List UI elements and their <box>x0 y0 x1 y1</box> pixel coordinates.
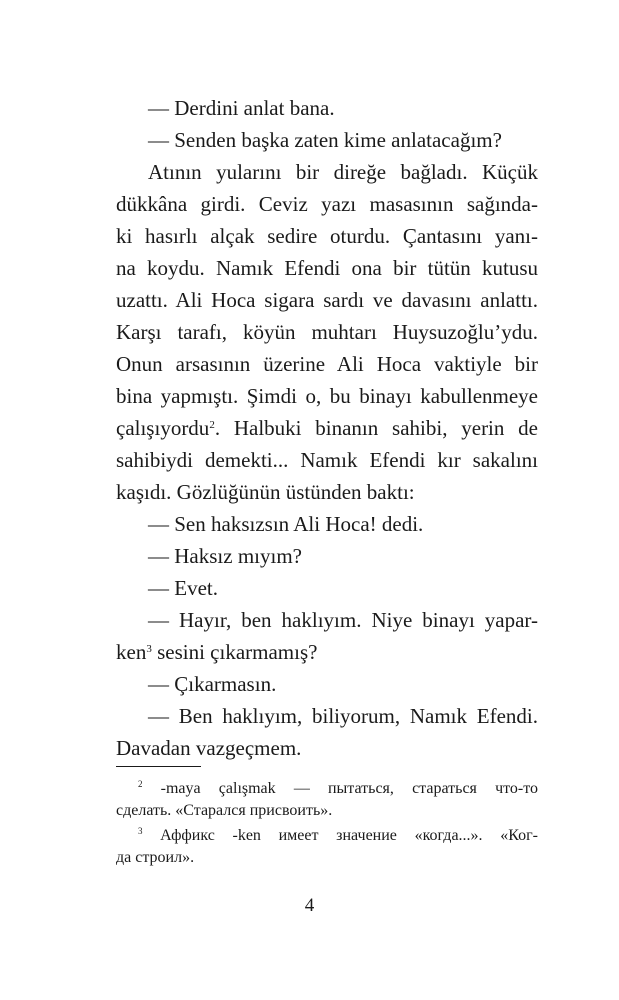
paragraph-line <box>116 413 538 443</box>
paragraph-line <box>116 637 317 667</box>
line-text: sesini çıkarmamış? <box>151 640 318 664</box>
dialogue-line: — Haksız mıyım? <box>148 544 302 568</box>
dialogue-line: — Ben haklıyım, biliyorum, Namık Efendi. <box>148 704 538 728</box>
footnote-3-cont: да строил». <box>116 849 195 866</box>
footnote-ref-2: 2 <box>209 419 215 431</box>
footnote-text: -maya çalışmak — пытаться, стараться что-то <box>142 780 538 797</box>
paragraph-line: Davadan vazgeçmem. <box>116 736 302 760</box>
footnote-marker: 2 <box>138 779 143 789</box>
line-text: . Halbuki binanın sahibi, yerin de <box>214 416 538 440</box>
dialogue-line: — Derdini anlat bana. <box>148 96 335 120</box>
footnote-2 <box>138 778 538 800</box>
dialogue-line: — Senden başka zaten kime anlatacağım? <box>148 128 502 152</box>
paragraph-line: ki hasırlı alçak sedire oturdu. Çantasını yanı- <box>116 224 538 248</box>
paragraph-line: Onun arsasının üzerine Ali Hoca vaktiyle bir <box>116 352 538 376</box>
page-number: 4 <box>304 895 315 916</box>
paragraph-line: bina yapmıştı. Şimdi o, bu binayı kabullenmeye <box>116 384 538 408</box>
footnote-divider <box>116 766 201 767</box>
dialogue-line: — Sen haksızsın Ali Hoca! dedi. <box>148 512 424 536</box>
line-text: çalışıyordu <box>116 416 210 440</box>
line-text: ken <box>116 640 147 664</box>
paragraph-line: sahibiydi demekti... Namık Efendi kır sakalını <box>116 448 538 472</box>
paragraph-line: dükkâna girdi. Ceviz yazı masasının sağında- <box>116 192 538 216</box>
footnote-marker: 3 <box>138 826 143 836</box>
paragraph-line: kaşıdı. Gözlüğünün üstünden baktı: <box>116 480 415 504</box>
footnote-ref-3: 3 <box>146 643 152 655</box>
paragraph-line: Atının yularını bir direğe bağladı. Küçük <box>148 160 538 184</box>
footnote-text: Аффикс -ken имеет значение «когда...». «Ког- <box>142 827 538 844</box>
footnote-3 <box>138 825 538 847</box>
dialogue-line: — Çıkarmasın. <box>148 672 277 696</box>
paragraph-line: na koydu. Namık Efendi ona bir tütün kutusu <box>116 256 538 280</box>
footnote-2-cont: сделать. «Старался присвоить». <box>116 802 333 819</box>
paragraph-line: Karşı tarafı, köyün muhtarı Huysuzoğlu’ydu. <box>116 320 538 344</box>
dialogue-line: — Evet. <box>148 576 218 600</box>
paragraph-line: uzattı. Ali Hoca sigara sardı ve davasını anlattı. <box>116 288 538 312</box>
dialogue-line: — Hayır, ben haklıyım. Niye binayı yapar- <box>148 608 538 632</box>
